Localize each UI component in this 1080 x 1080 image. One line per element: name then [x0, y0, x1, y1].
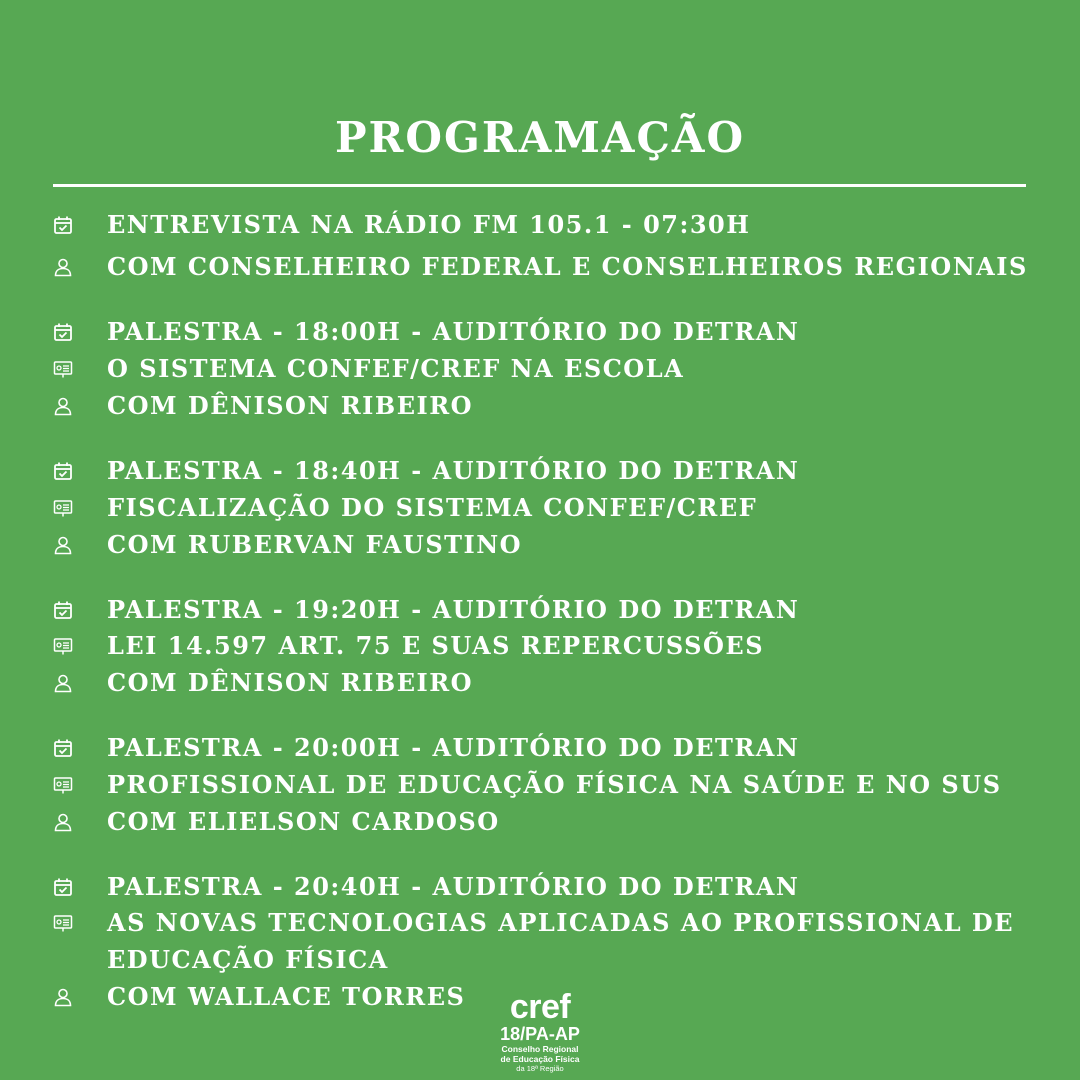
cref-logo [470, 990, 610, 1073]
event-speaker-row [52, 527, 522, 563]
event-date-text: PALESTRA - 20:40H - AUDITÓRIO DO DETRAN [107, 872, 800, 901]
event-topic-text: FISCALIZAÇÃO DO SISTEMA CONFEF/CREF [107, 493, 758, 522]
user-icon [52, 811, 74, 833]
user-icon [52, 986, 74, 1008]
user-icon [52, 395, 74, 417]
logo-line-3: da 18ª Região [516, 1064, 564, 1073]
page-title: PROGRAMAÇÃO [334, 113, 746, 162]
event-date-row [52, 207, 750, 243]
event-topic-text: AS NOVAS TECNOLOGIAS APLICADAS AO PROFISSIONAL DE [107, 908, 1015, 937]
event-topic-row [52, 628, 764, 664]
calendar-check-icon [52, 737, 74, 759]
event-topic-continuation-row [52, 942, 389, 978]
event-date-text: PALESTRA - 18:00H - AUDITÓRIO DO DETRAN [107, 317, 800, 346]
logo-line-1: Conselho Regional [501, 1044, 579, 1054]
event-speaker-row [52, 249, 1028, 285]
calendar-check-icon [52, 876, 74, 898]
event-speaker-row [52, 388, 473, 424]
event-date-text: PALESTRA - 20:00H - AUDITÓRIO DO DETRAN [107, 733, 800, 762]
event-date-row [52, 592, 799, 628]
presentation-icon [52, 774, 74, 796]
calendar-check-icon [52, 321, 74, 343]
user-icon [52, 534, 74, 556]
event-date-row [52, 314, 799, 350]
event-topic-text: LEI 14.597 ART. 75 E SUAS REPERCUSSÕES [107, 631, 765, 660]
presentation-icon [52, 497, 74, 519]
spacer [52, 949, 74, 971]
title-divider [53, 184, 1026, 187]
event-speaker-row [52, 804, 500, 840]
event-topic-row [52, 767, 1002, 803]
event-date-row [52, 453, 799, 489]
event-topic-text: PROFISSIONAL DE EDUCAÇÃO FÍSICA NA SAÚDE E NO SUS [107, 770, 1002, 799]
event-speaker-text: COM DÊNISON RIBEIRO [107, 668, 474, 697]
event-topic-text: O SISTEMA CONFEF/CREF NA ESCOLA [107, 354, 685, 383]
event-topic-continuation-text: EDUCAÇÃO FÍSICA [107, 945, 389, 974]
event-speaker-text: COM ELIELSON CARDOSO [107, 807, 500, 836]
event-speaker-text: COM RUBERVAN FAUSTINO [107, 530, 523, 559]
user-icon [52, 256, 74, 278]
user-icon [52, 672, 74, 694]
event-topic-row [52, 351, 684, 387]
event-speaker-text: COM WALLACE TORRES [107, 982, 466, 1011]
logo-word: cref [509, 988, 571, 1026]
event-date-row [52, 730, 799, 766]
presentation-icon [52, 358, 74, 380]
event-date-text: PALESTRA - 19:20H - AUDITÓRIO DO DETRAN [107, 595, 800, 624]
event-topic-row [52, 490, 757, 526]
event-speaker-row [52, 665, 473, 701]
event-date-row [52, 869, 799, 905]
event-speaker-text: COM DÊNISON RIBEIRO [107, 391, 474, 420]
event-speaker-row [52, 979, 465, 1015]
presentation-icon [52, 635, 74, 657]
event-date-text: PALESTRA - 18:40H - AUDITÓRIO DO DETRAN [107, 456, 800, 485]
event-topic-row [52, 905, 1014, 941]
calendar-check-icon [52, 214, 74, 236]
event-speaker-text: COM CONSELHEIRO FEDERAL E CONSELHEIROS REGIONAIS [107, 252, 1028, 281]
event-date-text: ENTREVISTA NA RÁDIO FM 105.1 - 07:30H [107, 210, 751, 239]
calendar-check-icon [52, 599, 74, 621]
calendar-check-icon [52, 460, 74, 482]
presentation-icon [52, 912, 74, 934]
logo-line-2: de Educação Física [500, 1054, 580, 1064]
logo-region: 18/PA-AP [500, 1024, 580, 1044]
